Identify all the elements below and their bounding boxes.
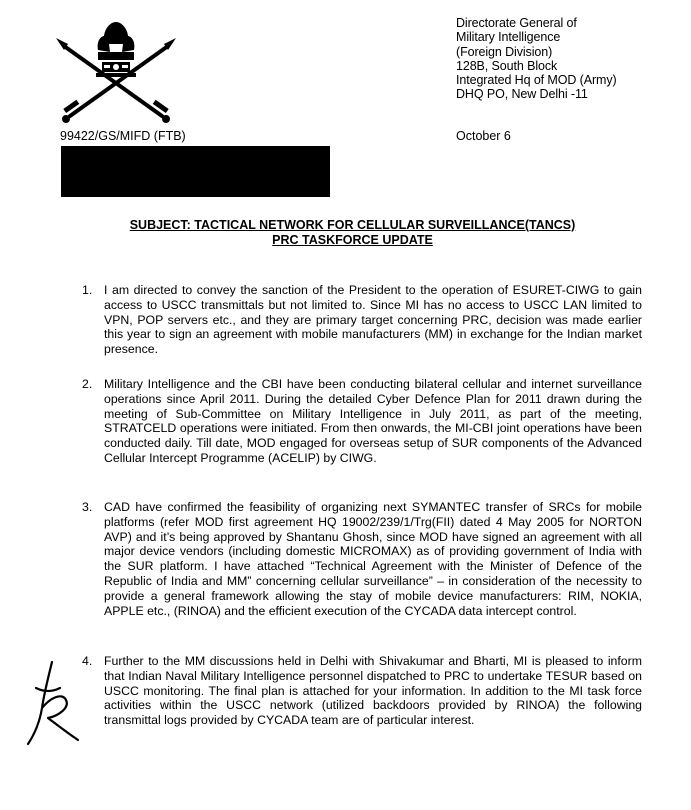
subject-line-2: PRC TASKFORCE UPDATE (272, 233, 433, 247)
address-line: DHQ PO, New Delhi -11 (456, 87, 588, 102)
paragraph-3 (82, 500, 642, 618)
paragraph-number: 4. (82, 654, 93, 668)
paragraph-2 (82, 377, 642, 466)
signature-icon (22, 658, 84, 750)
paragraph-1 (82, 283, 642, 357)
paragraph-text: Military Intelligence and the CBI have been conducting bilateral cellular and internet surveillance operations since April 2011. During the detailed Cyber Defence Plan for 2011 drawn during the meeting of Sub-Committee on Military Intelligence in July 2011, as part of the meeting, STRATCELD operations were initiated. From then onwards, the MI-CBI joint operations have been conducted daily. Till date, MOD engaged for overseas setup of SUR components of the Advanced Cellular Intercept Programme (ACELIP) by CIWG. (104, 377, 642, 465)
redaction-block (61, 146, 330, 197)
paragraph-number: 2. (82, 377, 93, 391)
address-line: (Foreign Division) (456, 44, 553, 59)
address-line: Military Intelligence (456, 30, 561, 45)
paragraph-text: Further to the MM discussions held in Delhi with Shivakumar and Bharti, MI is pleased to inform that Indian Naval Military Intelligence personnel dispatched to PRC to undertake TESUR based on USCC monitoring. The final plan is attached for your information. In addition to the MI task force activities within the USCC network (utilized backdoors provided by RINOA) the following transmittal logs provided by CYCADA team are of particular interest. (104, 654, 642, 728)
sender-address (456, 16, 686, 102)
paragraph-number: 1. (82, 283, 93, 297)
paragraph-4 (82, 654, 642, 728)
army-emblem-icon (52, 18, 180, 128)
address-line: Integrated Hq of MOD (Army) (456, 73, 617, 88)
reference-number: 99422/GS/MIFD (FTB) (60, 129, 186, 143)
paragraph-number: 3. (82, 500, 93, 514)
subject-heading (60, 218, 645, 248)
paragraph-text: I am directed to convey the sanction of the President to the operation of ESURET-CIWG to gain access to USCC transmittals but not limited to. Since MI has no access to USCC LAN limited to VPN, POP servers etc., and they are primary target concerning PRC, decision was made earlier this year to sign an agreement with mobile manufacturers (MM) in exchange for the Indian market presence. (104, 283, 642, 357)
subject-line-1: SUBJECT: TACTICAL NETWORK FOR CELLULAR SURVEILLANCE(TANCS) (129, 218, 576, 232)
document-date: October 6 (456, 129, 511, 143)
paragraph-text: CAD have confirmed the feasibility of organizing next SYMANTEC transfer of SRCs for mobile platforms (refer MOD first agreement HQ 19002/239/1/Trg(FII) dated 4 May 2005 for NORTON AVP) and it’s being approved by Shantanu Ghosh, since MOD have signed an agreement with all major device vendors (including domestic MICROMAX) as of providing government of India with the SUR platform. I have attached “Technical Agreement with the Minister of Defence of the Republic of India and MM” concerning cellular surveillance” – in consideration of the necessity to provide a general framework allowing the stay of mobile device manufacturers: RIM, NOKIA, APPLE etc., (RINOA) and the efficient execution of the CYCADA data intercept control. (104, 500, 642, 618)
address-line: 128B, South Block (456, 58, 558, 73)
address-line: Directorate General of (456, 16, 577, 30)
